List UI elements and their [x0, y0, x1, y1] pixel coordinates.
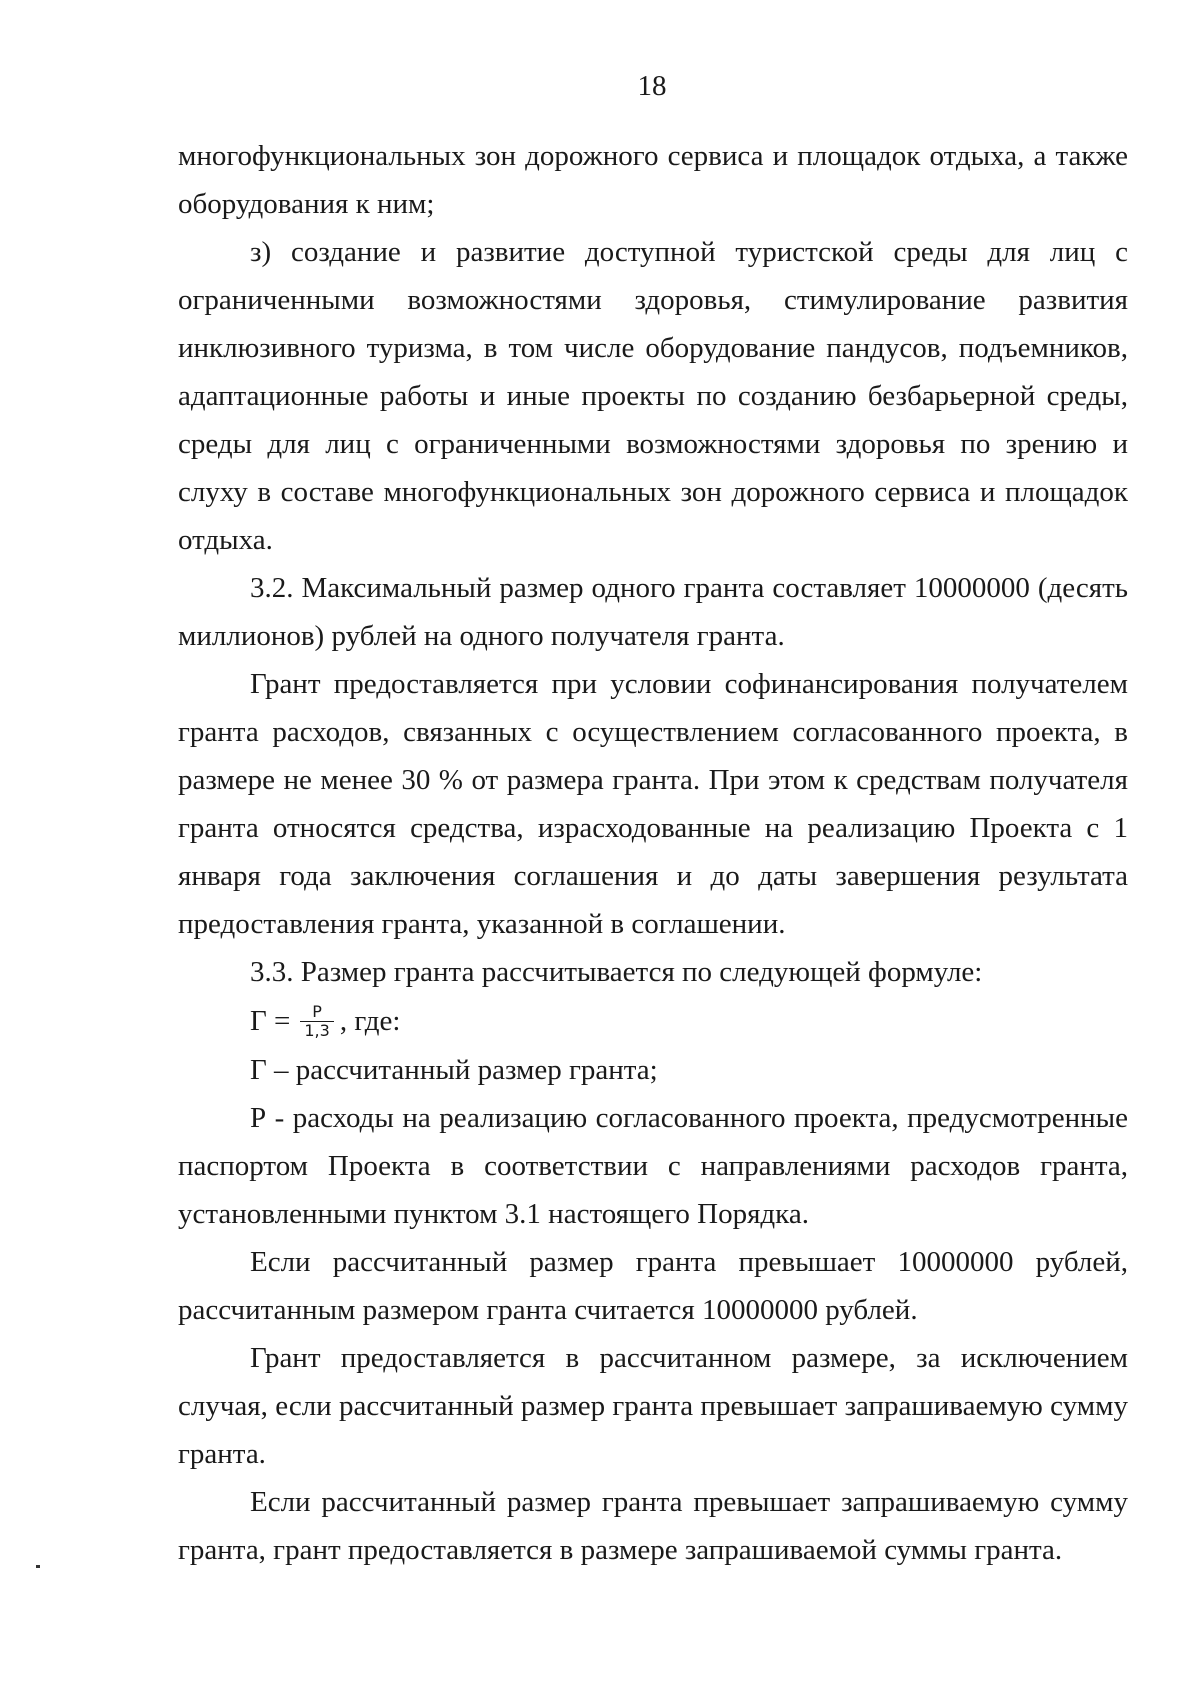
- formula-fraction: [300, 1003, 333, 1040]
- paragraph-3-2: 3.2. Максимальный размер одного гранта составляет 10000000 (десять миллионов) рублей на одного получателя гранта.: [178, 572, 1128, 652]
- formula-denominator: 1,3: [304, 1020, 330, 1040]
- formula-lhs: Г =: [250, 1005, 291, 1037]
- paragraph-requested-sum: Если рассчитанный размер гранта превышает запрашиваемую сумму гранта, грант предоставляется в размере запрашиваемой суммы гранта.: [178, 1486, 1128, 1566]
- paragraph-cofinancing: Грант предоставляется при условии софинансирования получателем гранта расходов, связанных с осуществлением согласованного проекта, в размере не менее 30 % от размера гранта. При этом к средствам получателя гранта относятся средства, израсходованные на реализацию Проекта с 1 января года заключения соглашения и до даты завершения результата предоставления гранта, указанной в соглашении.: [178, 668, 1128, 940]
- definition-g: Г – рассчитанный размер гранта;: [250, 1054, 658, 1086]
- definition-r: Р - расходы на реализацию согласованного проекта, предусмотренные паспортом Проекта в соответствии с направлениями расходов гранта, установленными пунктом 3.1 настоящего Порядка.: [178, 1102, 1128, 1230]
- scan-mark: [36, 1565, 40, 1568]
- page-number: 18: [637, 70, 667, 102]
- grant-formula: [178, 996, 1128, 1046]
- formula-numerator: Р: [312, 1001, 322, 1021]
- paragraph-calculated-size: Грант предоставляется в рассчитанном размере, за исключением случая, если рассчитанный размер гранта превышает запрашиваемую сумму гранта.: [178, 1342, 1128, 1470]
- document-body: [178, 132, 1128, 1574]
- paragraph-item-z: з) создание и развитие доступной туристской среды для лиц с ограниченными возможностями здоровья, стимулирование развития инклюзивного туризма, в том числе оборудование пандусов, подъемников, адаптационные работы и иные проекты по созданию безбарьерной среды, среды для лиц с ограниченными возможностями здоровья по зрению и слуху в составе многофункциональных зон дорожного сервиса и площадок отдыха.: [178, 236, 1128, 556]
- paragraph-3-3: 3.3. Размер гранта рассчитывается по следующей формуле:: [250, 956, 983, 988]
- formula-tail: , где:: [339, 1005, 401, 1037]
- paragraph-limit: Если рассчитанный размер гранта превышает 10000000 рублей, рассчитанным размером гранта считается 10000000 рублей.: [178, 1246, 1128, 1326]
- paragraph-continuation: многофункциональных зон дорожного сервиса и площадок отдыха, а также оборудования к ним;: [178, 140, 1128, 220]
